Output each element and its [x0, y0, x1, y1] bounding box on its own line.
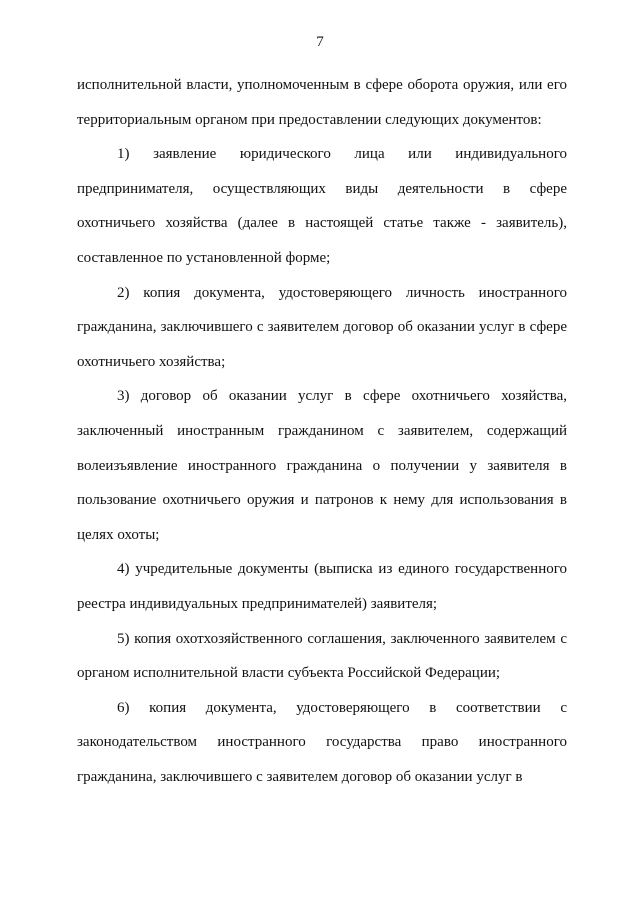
list-item-4: 4) учредительные документы (выписка из единого государственного реестра индивидуальных предпринимателей) заявителя; [77, 561, 567, 612]
list-item-2: 2) копия документа, удостоверяющего личность иностранного гражданина, заключившего с заявителем договор об оказании услуг в сфере охотничьего хозяйства; [77, 284, 567, 370]
list-item-6: 6) копия документа, удостоверяющего в соответствии с законодательством иностранного государства право иностранного гражданина, заключившего с заявителем договор об оказании услуг в [77, 699, 567, 785]
document-body [77, 68, 567, 794]
list-item-5: 5) копия охотхозяйственного соглашения, заключенного заявителем с органом исполнительной власти субъекта Российской Федерации; [77, 630, 567, 682]
list-item-1: 1) заявление юридического лица или индивидуального предпринимателя, осуществляющих виды деятельности в сфере охотничьего хозяйства (далее в настоящей статье также - заявитель), составленное по установленной форме; [77, 146, 567, 266]
list-item-3: 3) договор об оказании услуг в сфере охотничьего хозяйства, заключенный иностранным гражданином с заявителем, содержащий волеизъявление иностранного гражданина о получении у заявителя в пользование охотничьего оружия и патронов к нему для использования в целях охоты; [77, 388, 567, 543]
page-number: 7 [316, 34, 324, 50]
paragraph-continuation: исполнительной власти, уполномоченным в сфере оборота оружия, или его территориальным органом при предоставлении следующих документов: [77, 77, 567, 128]
